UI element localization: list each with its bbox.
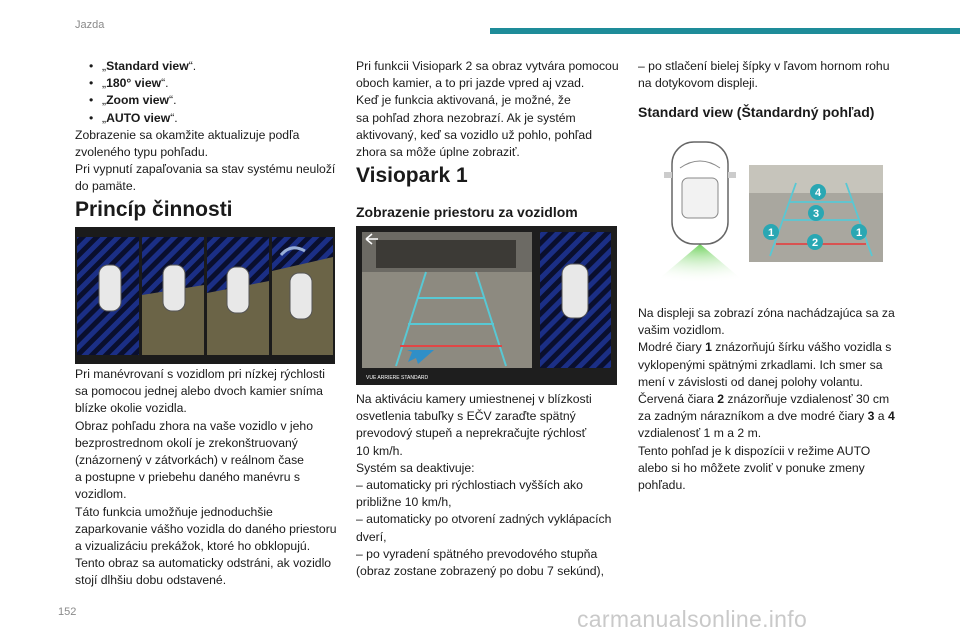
standard-view-illustration: [648, 138, 884, 290]
paragraph-line: blízke okolie vozidla.: [75, 401, 187, 416]
paragraph-line: – po stlačení bielej šípky v ľavom hornom rohu: [638, 59, 890, 73]
paragraph-line: bezprostrednom okolí je zrekonštruovaný: [75, 435, 298, 450]
paragraph-line: vzdialenosť 1 m a 2 m.: [638, 426, 762, 441]
svg-text:2: 2: [811, 237, 819, 249]
paragraph-line: Keď je funkcia aktivovaná, je možné, že: [356, 93, 571, 108]
top-view-illustration: [75, 227, 335, 364]
paragraph-line: a vizualizáciu prekážok, ktoré ho obklopujú.: [75, 539, 311, 554]
list-item: • „180° view“.: [89, 75, 340, 92]
paragraph-line: vyklopenými spätnými zrkadlami. Ich smer sa: [638, 357, 883, 372]
section-title: Jazda: [75, 19, 105, 31]
column-1: [75, 58, 340, 196]
paragraph-line: do pamäte.: [75, 179, 136, 194]
svg-text:1: 1: [767, 227, 775, 239]
callout-4: [810, 184, 826, 200]
svg-text:1: 1: [855, 227, 863, 239]
paragraph-line: zvoleného typu pohľadu.: [75, 145, 208, 160]
subheading-rear-view: Zobrazenie priestoru za vozidlom: [356, 204, 578, 220]
column-2: [356, 58, 621, 161]
paragraph-line: alebo si ho môžete zvoliť v ponuke zmeny: [638, 460, 865, 475]
paragraph-line: zhora sa môže úplne zobraziť.: [356, 145, 520, 160]
paragraph-line: pohľadu.: [638, 478, 686, 493]
panel-2: [142, 237, 204, 355]
paragraph-line: Pri funkcii Visiopark 2 sa obraz vytvára pomocou: [356, 59, 619, 73]
paragraph-line: Na displeji sa zobrazí zóna nachádzajúca sa za: [638, 306, 895, 320]
paragraph-line: aktivovaný, keď sa vozidlo už pohlo, pohľad: [356, 127, 592, 142]
subheading-standard-view: Standard view (Štandardný pohľad): [638, 104, 875, 120]
paragraph-line: Obraz pohľadu zhora na vaše vozidlo v jeho: [75, 418, 313, 433]
paragraph-line: za zadným nárazníkom a dve modré čiary 3 a 4: [638, 409, 895, 424]
paragraph-line: zaparkovanie vášho vozidla do daného priestoru: [75, 521, 337, 536]
heading-princip-cinnosti: Princíp činnosti: [75, 198, 233, 221]
svg-text:4: 4: [814, 187, 822, 199]
paragraph-line: Modré čiary 1 znázorňujú šírku vášho vozidla s: [638, 340, 892, 355]
callout-2: [807, 234, 823, 250]
paragraph-line: Pri vypnutí zapaľovania sa stav systému neuloží: [75, 162, 336, 177]
column-1-body: [75, 366, 340, 590]
list-item: • „AUTO view“.: [89, 110, 340, 127]
heading-visiopark-1: Visiopark 1: [356, 164, 468, 187]
paragraph-line: – po vyradení spätného prevodového stupňa: [356, 546, 598, 561]
paragraph-line: (znázornený v zátvorkách) v reálnom čase: [75, 453, 304, 468]
paragraph-line: vašim vozidlom.: [638, 323, 725, 338]
paragraph-line: Zobrazenie sa okamžite aktualizuje podľa: [75, 127, 300, 142]
panel-1: [77, 237, 139, 355]
paragraph-line: prevodový stupeň a neprekračujte rýchlosť: [356, 426, 587, 441]
paragraph-line: 10 km/h.: [356, 443, 403, 458]
paragraph-line: Tento obraz sa automaticky odstráni, ak vozidlo: [75, 556, 332, 571]
list-item: • „Zoom view“.: [89, 92, 340, 109]
paragraph-line: mení v závislosti od danej polohy volantu.: [638, 374, 863, 389]
panel-4: [272, 237, 333, 355]
paragraph-line: sa pomocou jednej alebo dvoch kamier sníma: [75, 384, 323, 399]
paragraph-line: Na aktiváciu kamery umiestnenej v blízkosti: [356, 392, 592, 406]
screen-label: VUE ARRIERE STANDARD: [366, 375, 429, 381]
callout-1-right: [851, 224, 867, 240]
paragraph-line: – automaticky po otvorení zadných vyklápacích: [356, 512, 612, 527]
paragraph-line: – automaticky pri rýchlostiach vyšších ako: [356, 478, 583, 493]
column-2-body: [356, 391, 626, 580]
paragraph-line: na dotykovom displeji.: [638, 76, 758, 91]
paragraph-line: Tento pohľad je k dispozícii v režime AUTO: [638, 443, 871, 458]
paragraph-line: vozidlom.: [75, 487, 127, 502]
paragraph-line: a postupne v priebehu daného manévru s: [75, 470, 300, 485]
paragraph-line: dverí,: [356, 529, 387, 544]
paragraph-line: Systém sa deaktivuje:: [356, 460, 475, 475]
paragraph-line: Červená čiara 2 znázorňuje vzdialenosť 30 cm: [638, 392, 890, 407]
callout-1-left: [763, 224, 779, 240]
list-item: • „Standard view“.: [89, 58, 340, 75]
paragraph-line: sa pohľad zhora nezobrazí. Ak je systém: [356, 110, 576, 125]
view-options-list: [89, 58, 340, 127]
page-number: 152: [58, 606, 77, 618]
paragraph-line: oboch kamier, a to pri jazde vpred aj vzad.: [356, 76, 585, 91]
header-accent-bar: [490, 28, 960, 34]
paragraph-line: osvetlenia tabuľky s EČV zaraďte spätný: [356, 409, 576, 424]
column-3: [638, 58, 903, 92]
paragraph-line: stojí dlhšiu dobu odstavené.: [75, 573, 227, 588]
paragraph-line: Táto funkcia umožňuje jednoduchšie: [75, 504, 273, 519]
paragraph-line: (obraz zostane zobrazený po dobu 7 sekúnd),: [356, 564, 604, 579]
rear-camera-display-illustration: [356, 226, 617, 385]
panel-3: [207, 237, 269, 355]
paragraph-line: Pri manévrovaní s vozidlom pri nízkej rýchlosti: [75, 367, 325, 381]
paragraph-line: približne 10 km/h,: [356, 495, 452, 510]
callout-3: [808, 205, 824, 221]
column-3-body: [638, 305, 918, 494]
watermark: carmanualsonline.info: [577, 606, 808, 632]
svg-text:3: 3: [812, 208, 820, 220]
